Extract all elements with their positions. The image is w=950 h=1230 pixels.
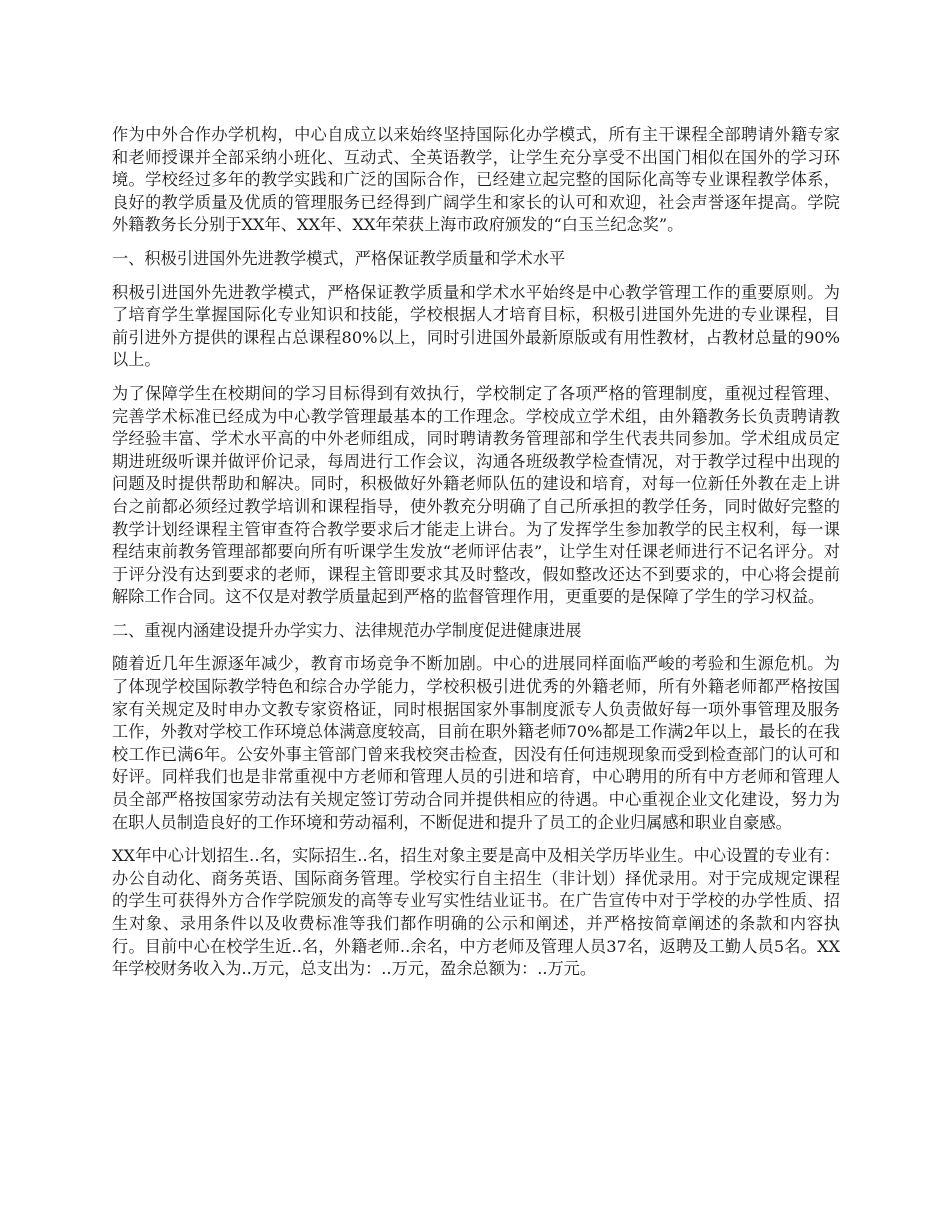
intro-paragraph: 作为中外合作办学机构，中心自成立以来始终坚持国际化办学模式，所有主干课程全部聘请外籍专家和老师授课并全部采纳小班化、互动式、全英语教学，让学生充分享受不出国门相似在国外的学习环境。学校经过多年的教学实践和广泛的国际合作，已经建立起完整的国际化高等专业课程教学体系，良好的教学质量及优质的管理服务已经得到广阔学生和家长的认可和欢迎，社会声誉逐年提高。学院外籍教务长分别于XX年、XX年、XX年荣获上海市政府颁发的“白玉兰纪念奖”。 [112,125,840,235]
section-2-paragraph-1: 随着近几年生源逐年减少，教育市场竞争不断加剧。中心的进展同样面临严峻的考验和生源危机。为了体现学校国际教学特色和综合办学能力，学校积极引进优秀的外籍老师，所有外籍老师都严格按国家有关规定及时申办文教专家资格证，同时根据国家外事制度派专人负责做好每一项外事管理及服务工作，外教对学校工作环境总体满意度较高，目前在职外籍老师70%都是工作满2年以上，最长的在我校工作已满6年。公安外事主管部门曾来我校突击检查，因没有任何违规现象而受到检查部门的认可和好评。同样我们也是非常重视中方老师和管理人员的引进和培育，中心聘用的所有中方老师和管理人员全部严格按国家劳动法有关规定签订劳动合同并提供相应的待遇。中心重视企业文化建设，努力为在职人员制造良好的工作环境和劳动福利，不断促进和提升了员工的企业归属感和职业自豪感。 [112,654,840,832]
section-1-paragraph-2: 为了保障学生在校期间的学习目标得到有效执行，学校制定了各项严格的管理制度，重视过程管理、完善学术标准已经成为中心教学管理最基本的工作理念。学校成立学术组，由外籍教务长负责聘请教学经验丰富、学术水平高的中外老师组成，同时聘请教务管理部和学生代表共同参加。学术组成员定期进班级听课并做评价记录，每周进行工作会议，沟通各班级教学检查情况，对于教学过程中出现的问题及时提供帮助和解决。同时，积极做好外籍老师队伍的建设和培育，对每一位新任外教在走上讲台之前都必须经过教学培训和课程指导，使外教充分明确了自己所承担的教学任务，同时做好完整的教学计划经课程主管审查符合教学要求后才能走上讲台。为了发挥学生参加教学的民主权利，每一课程结束前教务管理部都要向所有听课学生发放“老师评估表”，让学生对任课老师进行不记名评分。对于评分没有达到要求的老师，课程主管即要求其及时整改，假如整改还达不到要求的，中心将会提前解除工作合同。这不仅是对教学质量起到严格的监督管理作用，更重要的是保障了学生的学习权益。 [112,383,840,607]
document-body [112,124,840,992]
section-2-paragraph-2: XX年中心计划招生..名，实际招生..名，招生对象主要是高中及相关学历毕业生。中心设置的专业有：办公自动化、商务英语、国际商务管理。学校实行自主招生（非计划）择优录用。对于完成规定课程的学生可获得外方合作学院颁发的高等专业写实性结业证书。在广告宣传中对于学校的办学性质、招生对象、录用条件以及收费标准等我们都作明确的公示和阐述，并严格按简章阐述的条款和内容执行。目前中心在校学生近..名，外籍老师..余名，中方老师及管理人员37名，返聘及工勤人员5名。XX年学校财务收入为..万元，总支出为：..万元，盈余总额为：..万元。 [112,846,840,979]
section-1-paragraph-1: 积极引进国外先进教学模式，严格保证教学质量和学术水平始终是中心教学管理工作的重要原则。为了培育学生掌握国际化专业知识和技能，学校根据人才培育目标，积极引进国外先进的专业课程，目前引进外方提供的课程占总课程80%以上，同时引进国外最新原版或有用性教材，占教材总量的90%以上。 [112,282,840,370]
section-heading-2: 二、重视内涵建设提升办学实力、法律规范办学制度促进健康进展 [112,620,582,640]
section-heading-1: 一、积极引进国外先进教学模式，严格保证教学质量和学术水平 [112,248,566,268]
